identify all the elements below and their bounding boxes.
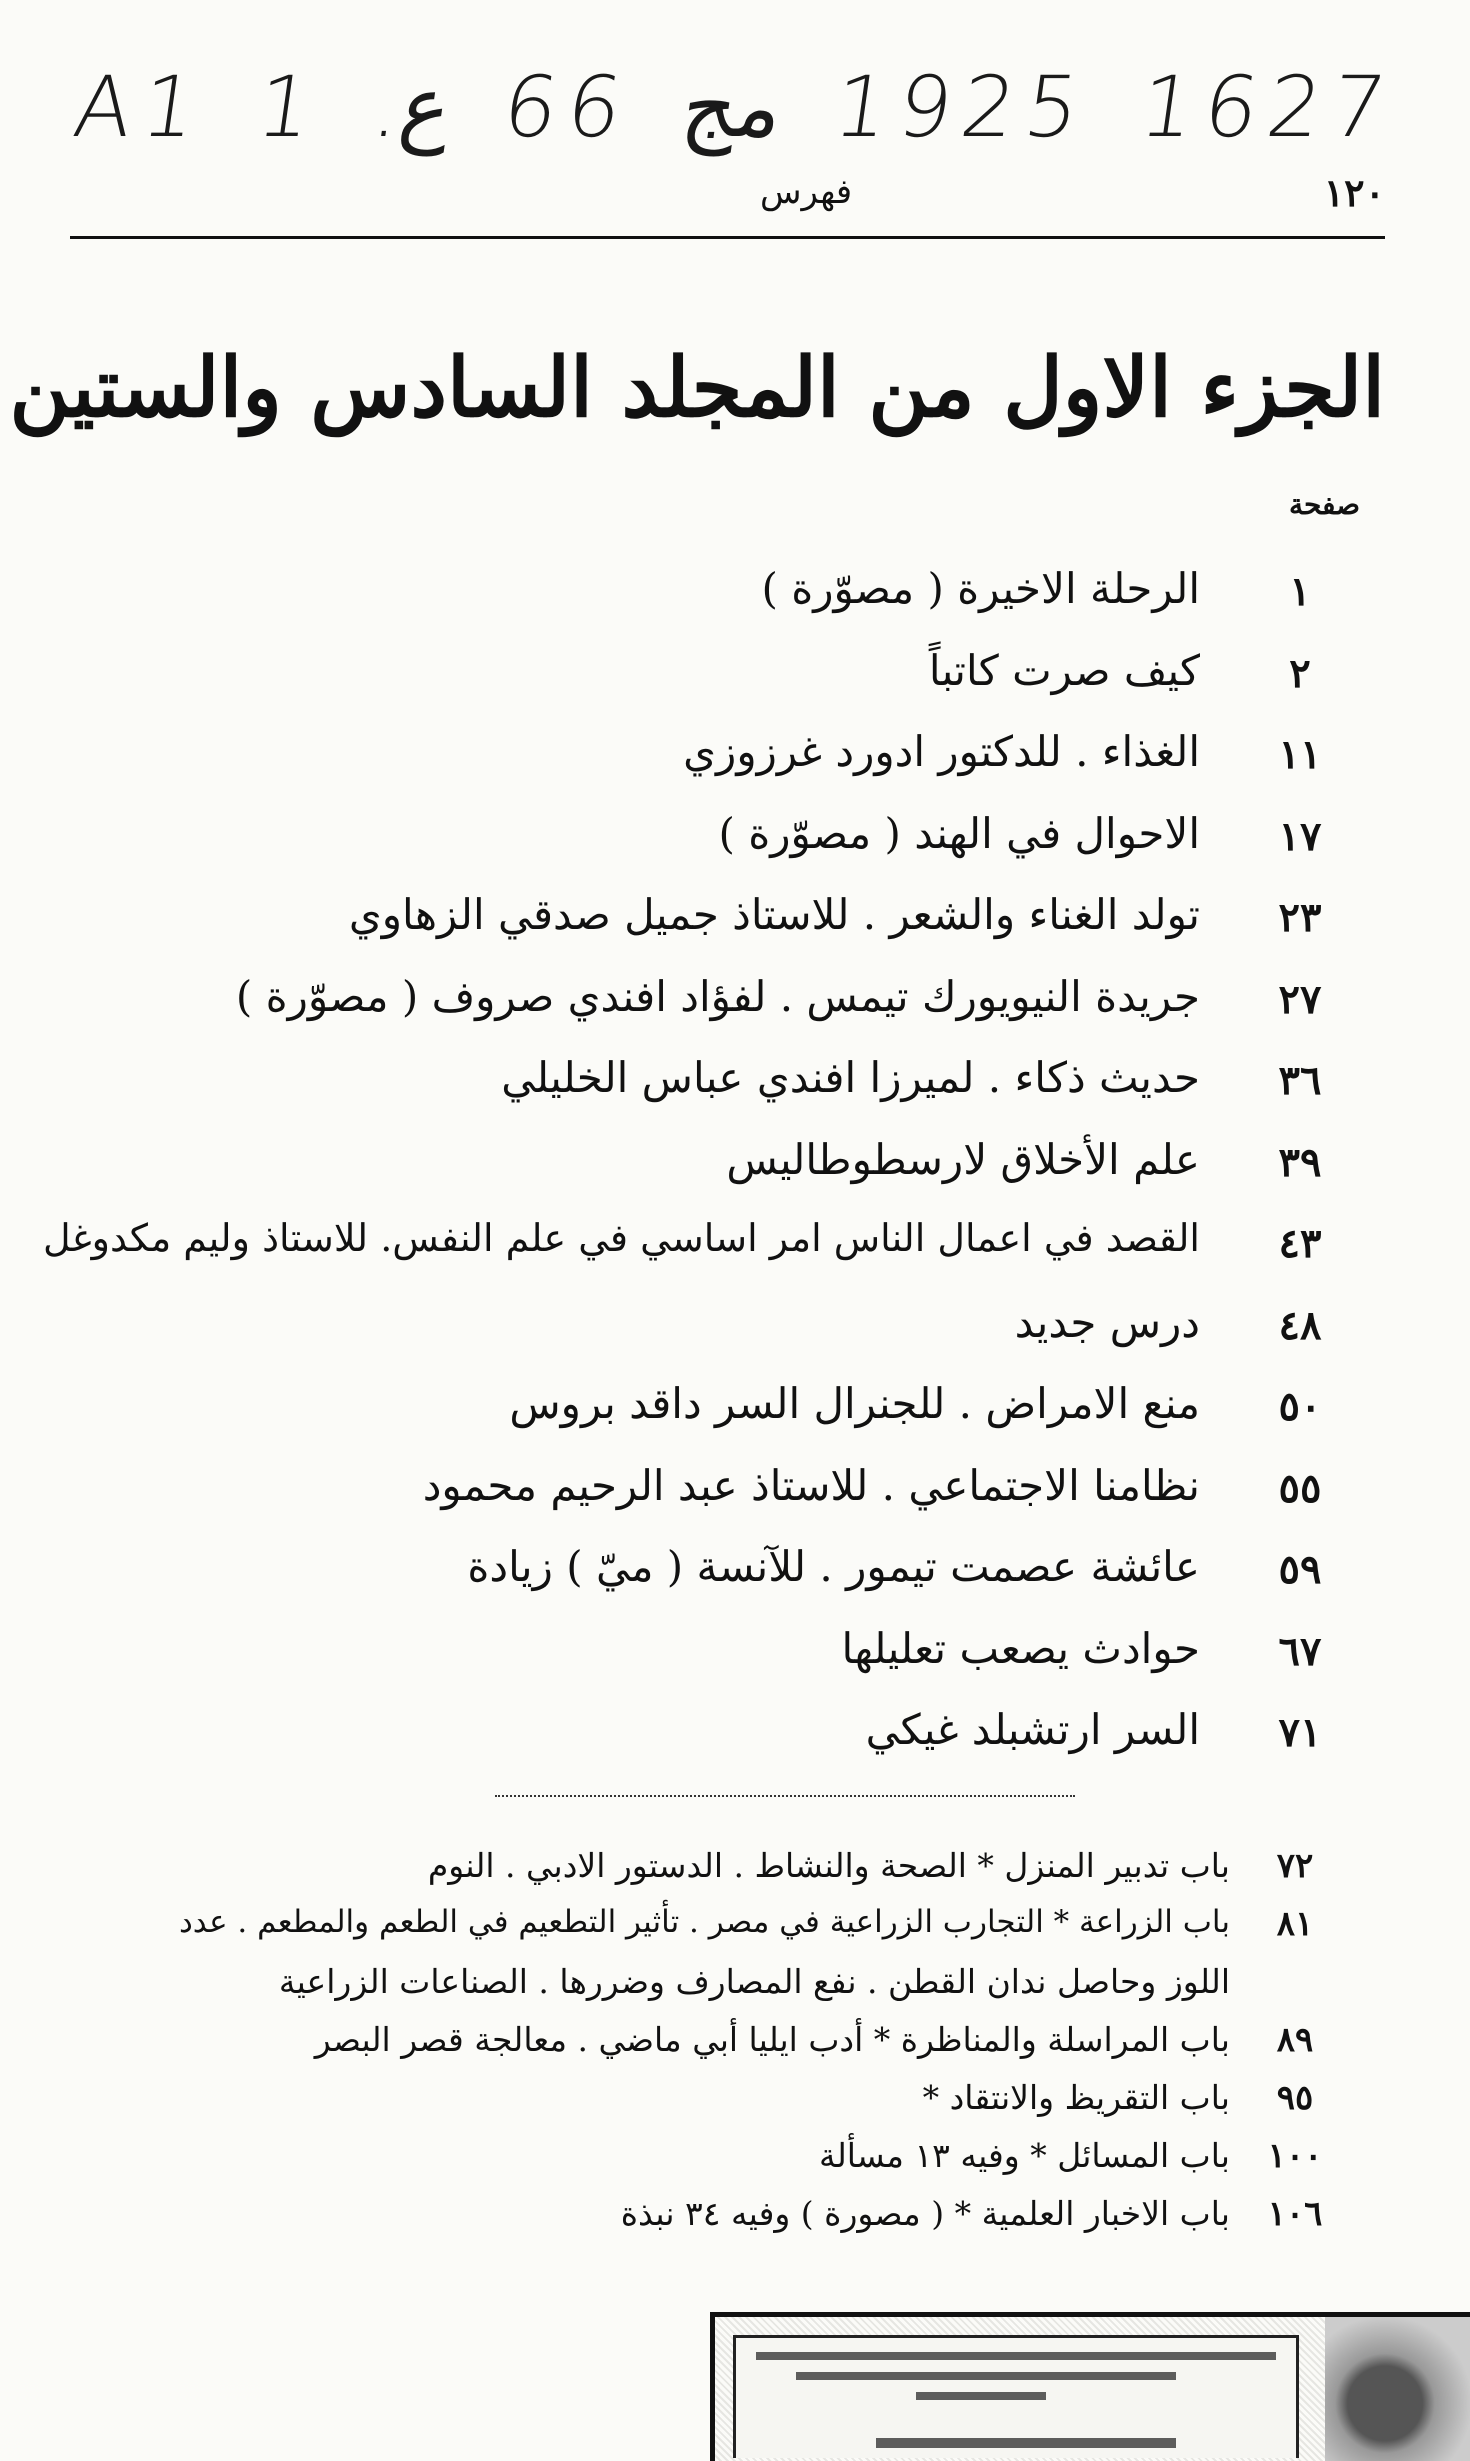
departments-list	[0, 1840, 1470, 2246]
toc-page: ٧١	[1278, 1709, 1322, 1756]
toc-title: الاحوال في الهند ( مصوّرة )	[718, 808, 1200, 858]
toc-page: ١٧	[1278, 812, 1322, 860]
page-title: الجزء الاول من المجلد السادس والستين	[9, 340, 1385, 436]
section-title: باب الزراعة * التجارب الزراعية في مصر . تأثير التطعيم في الطعم والمطعم . عدد	[179, 1904, 1230, 1940]
stamp-frame	[733, 2335, 1299, 2458]
annotation-year: 1925	[827, 58, 1096, 156]
toc-title: منع الامراض . للجنرال السر داقد بروس	[509, 1379, 1200, 1428]
section-entry	[0, 2130, 1470, 2188]
toc-title: نظامنا الاجتماعي . للاستاذ عبد الرحيم محمود	[422, 1460, 1200, 1510]
toc-title: الغذاء . للدكتور ادورد غرزوزي	[683, 727, 1200, 776]
toc-title: كيف صرت كاتباً	[928, 645, 1200, 695]
toc-page: ٣٩	[1278, 1138, 1322, 1186]
section-entry	[0, 1840, 1470, 1898]
toc-page: ٤٣	[1278, 1220, 1322, 1267]
stamp-text-line	[796, 2372, 1176, 2380]
toc-entry	[0, 554, 1470, 636]
stamp-photo	[1325, 2317, 1470, 2461]
section-entry-continuation	[0, 1956, 1470, 2014]
table-of-contents	[0, 554, 1470, 1777]
toc-title: علم الأخلاق لارسطوطاليس	[726, 1134, 1200, 1184]
header-rule	[70, 236, 1385, 239]
annotation-volume: 66	[496, 58, 638, 156]
section-title: باب المراسلة والمناظرة * أدب ايليا أبي ماضي . معالجة قصر البصر	[314, 2020, 1230, 2059]
toc-entry	[0, 962, 1470, 1044]
annotation-id: 1627	[1134, 58, 1402, 156]
toc-page: ٢٧	[1278, 975, 1322, 1023]
stamp-text-line	[756, 2352, 1276, 2360]
annotation-letter: .ع	[367, 58, 459, 156]
section-page: ١٠٠	[1267, 2136, 1323, 2176]
toc-page: ٢	[1289, 649, 1311, 697]
section-entry	[0, 2014, 1470, 2072]
running-header	[70, 160, 1385, 220]
section-title: باب التقريظ والانتقاد *	[922, 2078, 1230, 2117]
toc-entry	[0, 636, 1470, 718]
section-title: باب الاخبار العلمية * ( مصورة ) وفيه ٣٤ نبذة	[620, 2194, 1230, 2233]
toc-entry	[0, 1288, 1470, 1370]
toc-entry	[0, 1614, 1470, 1696]
toc-page: ٤٨	[1278, 1301, 1322, 1349]
toc-entry	[0, 1369, 1470, 1451]
annotation-part: 1	[251, 58, 329, 156]
toc-entry	[0, 1125, 1470, 1207]
section-page: ٩٥	[1276, 2078, 1314, 2118]
stamp-text-line	[916, 2392, 1046, 2400]
toc-entry	[0, 1451, 1470, 1533]
toc-title: جريدة النيويورك تيمس . لفؤاد افندي صروف ( مصوّرة )	[235, 971, 1200, 1021]
toc-page: ٥٥	[1278, 1464, 1322, 1512]
section-entry	[0, 2188, 1470, 2246]
toc-title: حديث ذكاء . لميرزا افندي عباس الخليلي	[501, 1053, 1200, 1102]
toc-title: الرحلة الاخيرة ( مصوّرة )	[761, 564, 1200, 613]
toc-title: السر ارتشبلد غيكي	[865, 1705, 1200, 1754]
library-stamp	[710, 2312, 1470, 2461]
toc-page: ٢٣	[1278, 894, 1322, 941]
section-page: ٧٢	[1276, 1846, 1314, 1886]
toc-entry	[0, 799, 1470, 881]
toc-entry	[0, 1532, 1470, 1614]
handwritten-annotation	[68, 58, 1402, 156]
section-page: ١٠٦	[1267, 2194, 1323, 2234]
page-number: ١٢٠	[1323, 170, 1385, 215]
toc-entry	[0, 717, 1470, 799]
toc-entry	[0, 880, 1470, 962]
section-entry	[0, 1898, 1470, 1956]
toc-title: حوادث يصعب تعليلها	[841, 1623, 1200, 1673]
section-title: باب تدبير المنزل * الصحة والنشاط . الدستور الادبي . النوم	[427, 1846, 1230, 1885]
toc-page: ٥٠	[1278, 1383, 1322, 1430]
section-page: ٨١	[1276, 1904, 1314, 1944]
toc-entry	[0, 1695, 1470, 1777]
stamp-text-line	[876, 2438, 1176, 2448]
annotation-code: A1	[68, 58, 213, 156]
toc-page: ٥٩	[1278, 1546, 1322, 1593]
toc-title: عائشة عصمت تيمور . للآنسة ( ميّ ) زيادة	[467, 1542, 1200, 1591]
toc-page: ١١	[1278, 731, 1322, 778]
toc-page: ٦٧	[1278, 1627, 1322, 1675]
section-page: ٨٩	[1276, 2020, 1314, 2060]
annotation-volume-abbrev: مج	[676, 58, 790, 156]
section-entry	[0, 2072, 1470, 2130]
toc-title: القصد في اعمال الناس امر اساسي في علم النفس. للاستاذ وليم مكدوغل	[42, 1216, 1200, 1260]
section-title: اللوز وحاصل ندان القطن . نفع المصارف وضررها . الصناعات الزراعية	[278, 1962, 1230, 2001]
toc-page: ١	[1289, 568, 1311, 615]
toc-entry	[0, 1206, 1470, 1288]
section-title: باب المسائل * وفيه ١٣ مسألة	[819, 2136, 1230, 2175]
toc-title: درس جديد	[1014, 1297, 1200, 1347]
toc-title: تولد الغناء والشعر . للاستاذ جميل صدقي الزهاوي	[348, 890, 1200, 939]
page-column-label: صفحة	[1288, 488, 1360, 521]
toc-entry	[0, 1043, 1470, 1125]
section-divider	[495, 1795, 1075, 1797]
toc-page: ٣٦	[1278, 1057, 1322, 1104]
running-header-title: فهرس	[760, 172, 853, 212]
